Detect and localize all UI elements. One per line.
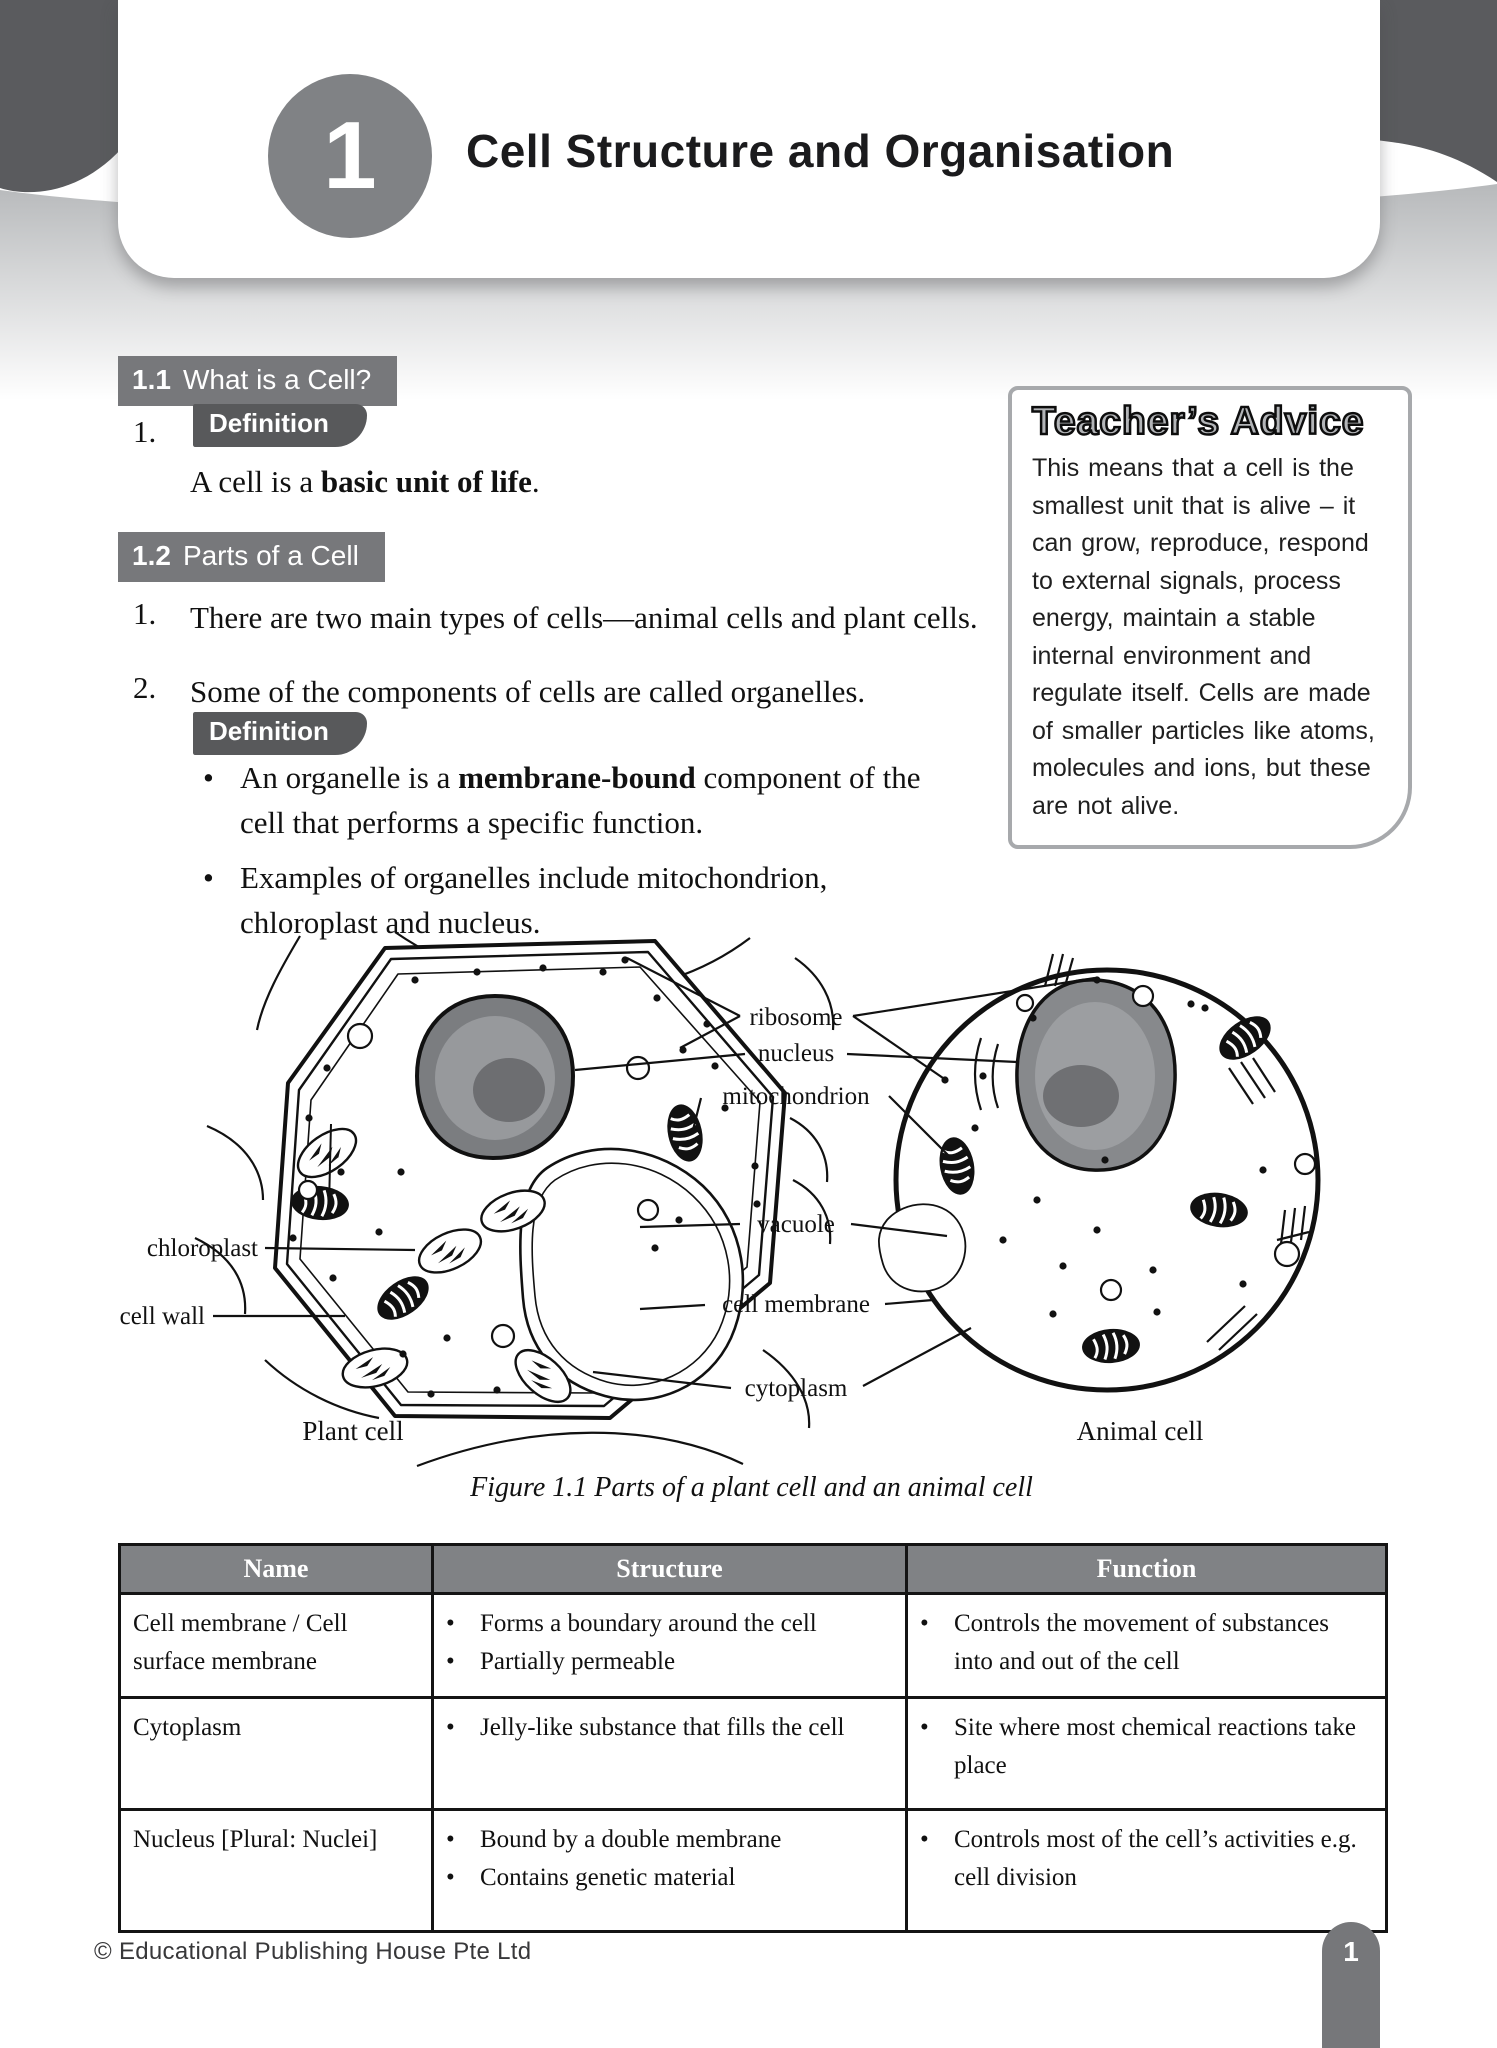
cell-parts-table: [118, 1543, 1388, 1933]
bullet-marker: •: [203, 859, 214, 895]
cell-function: • Site where most chemical reactions take place: [907, 1698, 1387, 1810]
section-title: What is a Cell?: [182, 364, 372, 395]
definition-badge: Definition: [193, 404, 367, 447]
cell-function: • Controls the movement of substances into and out of the cell: [907, 1594, 1387, 1698]
label-cell-wall: cell wall: [119, 1303, 205, 1330]
plant-cell-caption: Plant cell: [302, 1416, 404, 1446]
section-number: 1.2: [132, 540, 171, 571]
plant-cell-drawing: [195, 932, 833, 1466]
figure-caption: Figure 1.1 Parts of a plant cell and an animal cell: [470, 1472, 1033, 1503]
section-header-1-1: [118, 356, 397, 406]
label-chloroplast: chloroplast: [146, 1235, 258, 1262]
page-title: Cell Structure and Organisation: [466, 125, 1175, 177]
table-row: [120, 1698, 1387, 1810]
cell-name: Cytoplasm: [120, 1698, 433, 1810]
cell-diagram: [95, 918, 1405, 1480]
list-item: There are two main types of cells—animal cells and plant cells.: [190, 600, 978, 635]
plant-nucleus: [417, 996, 573, 1158]
animal-nucleus: [1017, 980, 1175, 1170]
cell-structure: • Bound by a double membrane • Contains genetic material: [433, 1810, 907, 1932]
cell-function: • Controls most of the cell’s activities e.g. cell division: [907, 1810, 1387, 1932]
section-header-1-2: [118, 532, 385, 582]
copyright-notice: © Educational Publishing House Pte Ltd: [94, 1938, 532, 1965]
definition-text: A cell is a basic unit of life.: [190, 464, 540, 499]
chapter-header-card: [118, 0, 1380, 278]
animal-cell-drawing: [879, 954, 1318, 1390]
chapter-number-badge: 1: [268, 74, 432, 238]
teachers-advice-body: This means that a cell is the smallest unit that is alive – it can grow, reproduce, respond to external signals, process energy, maintain a stable internal environment and regulate itself. Cells are made of smaller particles like atoms, molecules and ions, but these are not alive.: [1032, 454, 1375, 820]
label-cytoplasm: cytoplasm: [744, 1375, 848, 1402]
label-mitochondrion: mitochondrion: [722, 1083, 870, 1110]
section-title: Parts of a Cell: [182, 540, 359, 571]
bullet-item: • Examples of organelles include mitochondrion, chloroplast and nucleus.: [203, 856, 948, 946]
list-number: 1.: [133, 414, 157, 449]
animal-cell-caption: Animal cell: [1076, 1416, 1204, 1446]
column-header-name: Name: [120, 1545, 433, 1594]
teachers-advice-box: [1008, 386, 1412, 849]
label-vacuole: vacuole: [757, 1211, 835, 1238]
teachers-advice-title: Teacher’s Advice: [1032, 400, 1365, 443]
cell-structure: • Forms a boundary around the cell • Partially permeable: [433, 1594, 907, 1698]
list-number: 1.: [133, 596, 157, 631]
cell-name: Cell membrane / Cell surface membrane: [120, 1594, 433, 1698]
page-number-tab: 1: [1322, 1922, 1380, 2048]
table-row: [120, 1594, 1387, 1698]
bullet-item: • An organelle is a membrane-bound component of the cell that performs a specific function.: [203, 756, 948, 846]
bullet-marker: •: [203, 760, 214, 795]
list-item: Some of the components of cells are called organelles.: [190, 674, 866, 709]
animal-vacuole-shape: [879, 1204, 966, 1291]
table-row: [120, 1810, 1387, 1932]
column-header-structure: Structure: [433, 1545, 907, 1594]
label-cell-membrane: cell membrane: [722, 1291, 870, 1318]
definition-badge: Definition: [193, 712, 367, 755]
table-header-row: [120, 1545, 1387, 1594]
list-number: 2.: [133, 670, 157, 705]
section-number: 1.1: [132, 364, 171, 395]
label-nucleus: nucleus: [757, 1040, 835, 1067]
column-header-function: Function: [907, 1545, 1387, 1594]
cell-name: Nucleus [Plural: Nuclei]: [120, 1810, 433, 1932]
label-ribosome: ribosome: [749, 1004, 843, 1031]
cell-structure: • Jelly-like substance that fills the cell: [433, 1698, 907, 1810]
